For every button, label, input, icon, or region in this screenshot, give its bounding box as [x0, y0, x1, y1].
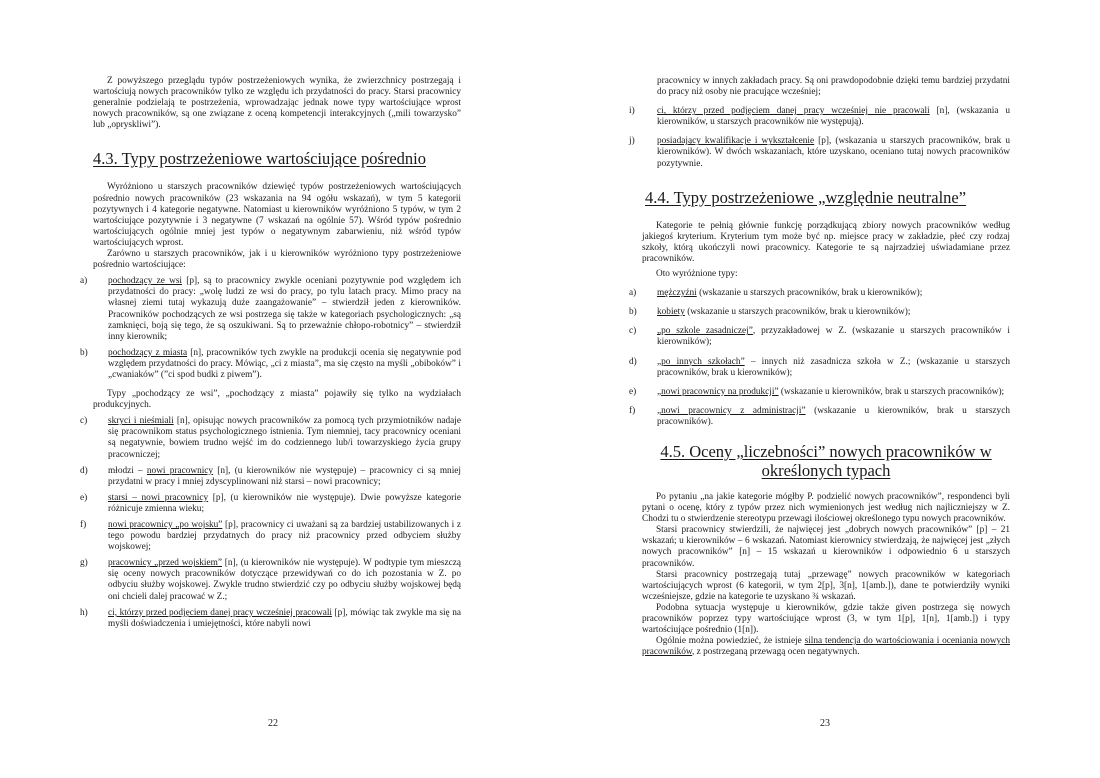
section-heading-4-5: 4.5. Oceny „liczebności” nowych pracowników w określonych typach [660, 441, 992, 480]
page-number: 22 [268, 718, 278, 729]
list-label: d) [629, 356, 637, 367]
list-item [629, 356, 1010, 379]
list-term: nowi pracownicy „po wojsku” [108, 520, 223, 530]
paragraph: Zarówno u starszych pracowników, jak i u kierowników wyróżniono typy postrzeżeniowe pośrednio wartościujące: [93, 249, 461, 271]
list-item [629, 307, 1010, 318]
list-text: [p], są to pracownicy zwykle oceniani pozytywnie pod względem ich przydatności do pracy: „wolę ludzi ze wsi do pracy, po tylu latach pracy. Mimo pracy na własnej ziemi tutaj wykazują duże zaangażowanie” – stwierdził jeden z kierowników. Pracowników pochodzących ze wsi postrzega się także w kategoriach psychologicznych: „są zamknięci, boją się tego, że są oszukiwani. Są to przeważnie chłopo-robotnicy” – stwierdził inny kierownik; [108, 276, 461, 342]
paragraph: Starsi pracownicy postrzegają tutaj „przewagę” nowych pracowników w kategoriach wartościujących wprost (6 kategorii, w tym 2[p], 3[n], 1[amb.]), dane te potwierdziły wyniki wcześniejsze, gdzie na kategorie te uzyskano ¾ wskazań. [642, 569, 1010, 602]
list-term: kobiety [657, 307, 685, 318]
list-term: ci, którzy przed podjęciem danej pracy wcześniej nie pracowali [657, 106, 930, 117]
list-label: j) [629, 136, 635, 147]
list-item [629, 106, 1010, 128]
intro-paragraph: Z powyższego przeglądu typów postrzeżeniowych wynika, że zwierzchnicy postrzegają i wartościują nowych pracowników tylko ze względu ich przydatności do pracy. Starsi pracownicy generalnie podzielają te postrzeżenia, wprowadzając jednak nowe typy wartościujące wprost nowych pracowników, są one związane z oceną kompetencji interakcyjnych („mili towarzysko” lub „opryskliwi”). [93, 76, 461, 131]
list-label: f) [629, 405, 636, 416]
right-page-text [629, 76, 1010, 658]
paragraph: Wyróżniono u starszych pracowników dziewięć typów postrzeżeniowych wartościujących pośrednio nowych pracowników (23 wskazania na 94 ogółu wskazań), w tym 5 kategorii pozytywnych i 4 kategorie negatywne. Natomiast u kierowników wyróżniono 5 typów, w tym 2 wartościujące pozytywnie i 3 negatywne (7 wskazań na ogólnie 57). Wśród typów pośrednio wartościujących ogólnie mniej jest typów o negatywnym zabarwieniu, niż wśród typów wartościujących wprost. [93, 182, 461, 248]
list-label: g) [80, 558, 88, 569]
list-item [80, 465, 461, 488]
list-label: c) [80, 416, 88, 427]
list-term: ci, którzy przed podjęciem danej pracy wcześniej pracowali [108, 607, 332, 618]
list-term: starsi – nowi pracownicy [108, 492, 209, 503]
paragraph: Po pytaniu „na jakie kategorie mógłby P. podzielić nowych pracowników”, respondenci byli pytani o ocenę, który z typów przez nich wymienionych jest według nich najliczniejszy w Z. Chodzi tu o stwierdzenie stereotypu przewagi ilościowej określonego typu nowych pracowników. [642, 491, 1010, 525]
list-item [80, 558, 461, 602]
list-label: e) [80, 492, 88, 503]
list-term: posiadający kwalifikacje i wykształcenie [657, 136, 815, 147]
list-label: f) [80, 520, 87, 530]
list-term: mężczyźni [657, 288, 697, 299]
list-item [629, 136, 1010, 169]
paragraph: Typy „pochodzący ze wsi”, „pochodzący z miasta” pojawiły się tylko na wydziałach produkcyjnych. [93, 389, 461, 411]
list-label: h) [80, 607, 88, 618]
page-number: 23 [820, 718, 830, 729]
list-label: b) [629, 307, 637, 318]
list-item [629, 405, 1010, 428]
list-item [80, 607, 461, 630]
list-item [80, 276, 461, 343]
list-text: (wskazanie u starszych pracowników, brak u kierowników); [684, 307, 911, 318]
list-text: [n], (u kierowników nie występuje) – pracownicy ci są mniej przydatni w pracy i mniej zdyscyplinowani niż starsi – nowi pracownicy; [108, 465, 461, 487]
list-text: [p], mówiąc tak zwykle ma się na myśli doświadczenia i umiejętności, które nabyli nowi [108, 607, 461, 629]
list-text: [n], pracowników tych zwykle na produkcji ocenia się negatywnie pod względem przydatności do pracy. Mówiąc, „ci z miasta”, ma się często na myśli „obiboków” i „cwaniaków” (”ci spod budki z piwem”). [108, 347, 461, 380]
list-text: – innych niż zasadnicza szkoła w Z.; (wskazanie u starszych pracowników, brak u kierowników); [657, 356, 1010, 378]
list-text: [p], (wskazania u starszych pracowników, brak u kierowników). W dwóch wskazaniach, które uzyskano, oceniano tutaj nowych pracowników pozytywnie. [657, 136, 1010, 169]
list-item [80, 347, 461, 381]
list-label: d) [80, 465, 88, 476]
paragraph: Oto wyróżnione typy: [656, 269, 738, 280]
section-heading-4-3: 4.3. Typy postrzeżeniowe wartościujące pośrednio [93, 149, 427, 169]
list-item [629, 386, 1010, 398]
list-term: pracownicy „przed wojskiem” [108, 558, 222, 569]
list-label: b) [80, 347, 88, 358]
list-term: „nowi pracownicy na produkcji” [657, 386, 779, 397]
paragraph: Kategorie te pełnią głównie funkcję porządkującą zbiory nowych pracowników według jakiegoś kryterium. Kryterium tym może być np. miejsce pracy w zakładzie, płeć czy rodzaj szkoły, którą ukończyli nowi pracownicy. Kategorie te są najrzadziej uświadamiane przez pracowników. [642, 220, 1010, 264]
list-term: skryci i nieśmiali [108, 416, 174, 427]
list-term: pochodzący z miasta [108, 347, 188, 358]
list-label: c) [629, 326, 637, 337]
paragraph-text: , z postrzeganą przewagą ocen negatywnych. [692, 647, 860, 658]
list-item [80, 492, 461, 515]
list-text: [n], (wskazania u kierowników, u starszych pracowników nie występują). [657, 106, 1010, 128]
paragraph-text: Ogólnie można powiedzieć, że istnieje [656, 636, 805, 647]
paragraph: Podobna sytuacja występuje u kierowników, gdzie także given postrzega się nowych pracowników poprzez typy wartościujące wprost (3, w tym 1[p], 1[n], 1[amb.]) i typy wartościujące pośrednio (1[n]). [642, 602, 1010, 636]
list-text: (wskazanie u starszych pracowników, brak u kierowników); [696, 288, 923, 299]
list-label: a) [80, 276, 88, 287]
list-term: nowi pracownicy [146, 465, 214, 476]
list-text: (wskazanie u kierowników, brak u starszych pracowników). [657, 405, 1010, 427]
list-label: i) [629, 106, 635, 117]
list-text: [n], opisując nowych pracowników za pomocą tych przymiotników nadaje się pracownikom status psychologicznego istnienia. Tym niemniej, tacy pracownicy oceniani są negatywnie, bowiem trudno wejść im do codziennego lub/i towarzyskiego życia grupy pracowniczej; [108, 416, 461, 460]
list-item [80, 416, 461, 460]
list-text: [n], (u kierowników nie występuje). W podtypie tym mieszczą się oceny nowych pracowników dotyczące przewidywań co do ich pozostania w Z. po odbyciu służby wojskowej. Zwykle trudno stwierdzić czy po odbyciu służby wojskowej będą oni chcieli dalej pracować w Z.; [108, 558, 461, 602]
list-term: „nowi pracownicy z administracji” [657, 405, 806, 416]
list-item-continuation [642, 76, 1010, 98]
list-label: e) [629, 386, 637, 397]
list-label: a) [629, 288, 637, 299]
list-term: pochodzący ze wsi [108, 276, 183, 287]
list-term: „po szkole zasadniczej” [657, 326, 753, 337]
list-item [629, 288, 1010, 299]
list-item [629, 326, 1010, 348]
list-text: [p], (u kierowników nie występuje). Dwie powyższe kategorie różnicuje zmienna wieku; [108, 492, 461, 514]
list-item [80, 520, 461, 553]
list-text: (wskazanie u kierowników, brak u starszych pracowników); [778, 386, 1005, 397]
list-text: [p], pracownicy ci uważani są za bardziej ustabilizowanych i z tego powodu bardziej przydatnych do pracy niż pracownicy przed odbyciem służby wojskowej; [108, 520, 461, 553]
right-page [550, 0, 1100, 778]
list-prefix: młodzi – [108, 465, 147, 476]
paragraph [642, 636, 1010, 658]
paragraph: Starsi pracownicy stwierdzili, że najwięcej jest „dobrych nowych pracowników” [p] – 21 wskazań; u kierowników – 6 wskazań. Natomiast kierownicy stwierdzają, że najwięcej jest „złych nowych pracowników” [n] – 15 wskazań u kierowników i odpowiednio 6 u starszych pracowników. [642, 525, 1010, 569]
section-heading-4-4: 4.4. Typy postrzeżeniowe „względnie neutralne” [645, 187, 967, 207]
list-term: „po innych szkołach” [657, 356, 745, 367]
list-text: pracownicy w innych zakładach pracy. Są oni prawdopodobnie dzięki temu bardziej przydatni do pracy niż osoby nie pracujące wcześniej; [657, 76, 1010, 98]
list-text: , przyzakładowej w Z. (wskazanie u starszych pracowników i kierowników); [657, 326, 1010, 348]
emphasized-term: silna tendencja do wartościowania i oceniania nowych pracowników [642, 636, 1010, 658]
left-page-text [80, 76, 461, 630]
